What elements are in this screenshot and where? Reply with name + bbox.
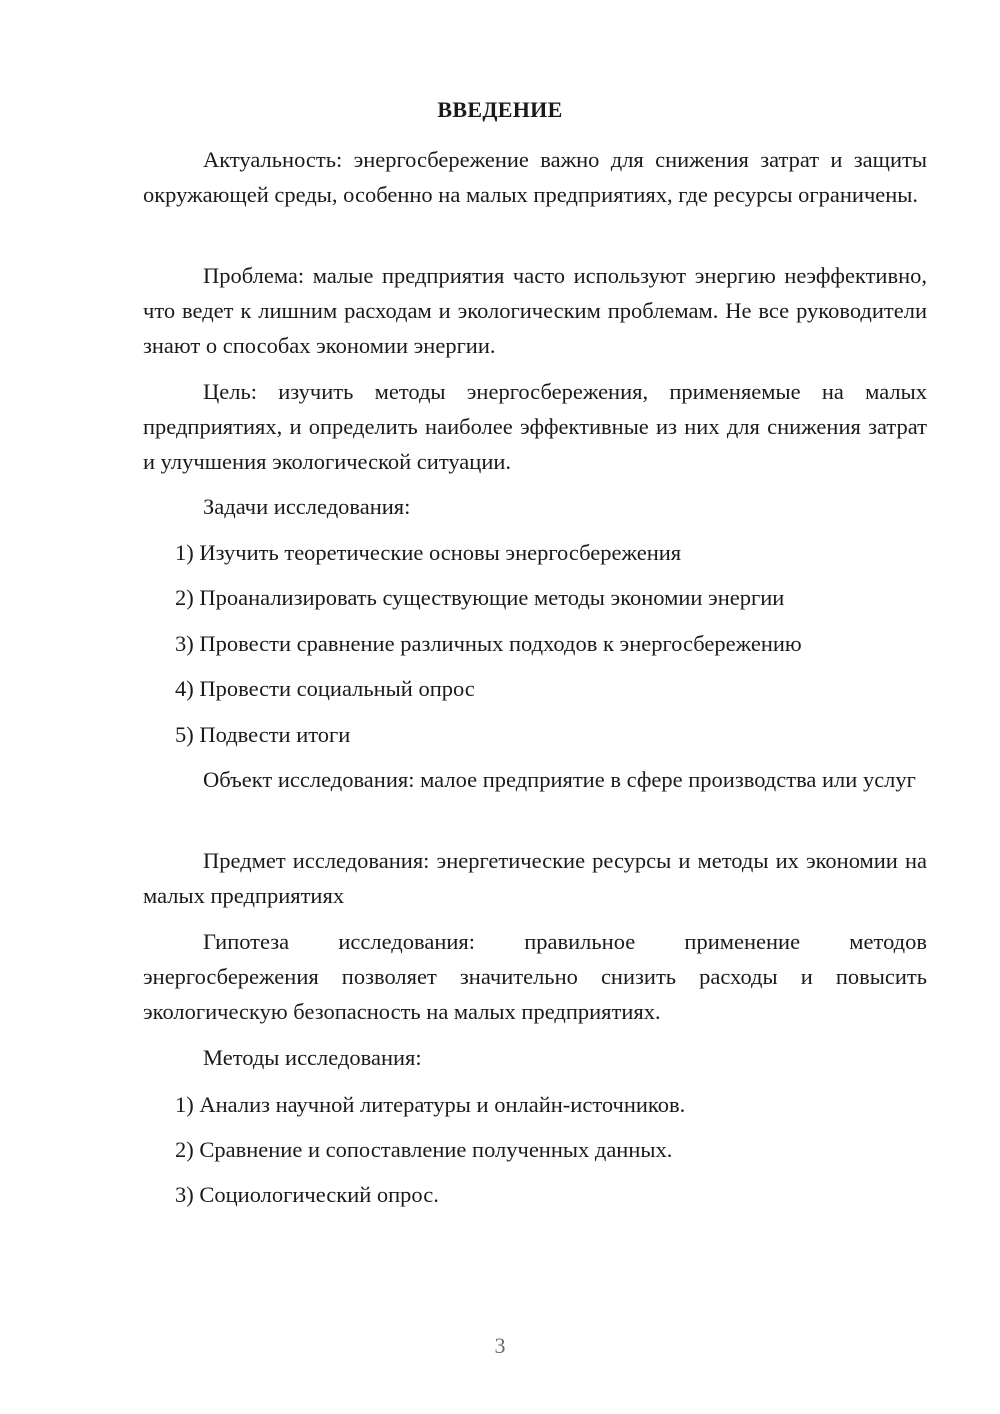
tasks-heading: Задачи исследования: (203, 494, 411, 519)
task-item-5: 5) Подвести итоги (175, 722, 351, 747)
methods-heading: Методы исследования: (203, 1045, 422, 1070)
task-item-4: 4) Провести социальный опрос (175, 676, 475, 701)
page-title: ВВЕДЕНИЕ (437, 97, 563, 122)
method-item-1: 1) Анализ научной литературы и онлайн-источников. (175, 1092, 686, 1117)
method-item-2: 2) Сравнение и сопоставление полученных данных. (175, 1137, 673, 1162)
paragraph-relevance: Актуальность: энергосбережение важно для снижения затрат и защиты окружающей среды, особенно на малых предприятиях, где ресурсы ограничены. (143, 147, 927, 207)
method-item-3: 3) Социологический опрос. (175, 1182, 439, 1207)
task-item-1: 1) Изучить теоретические основы энергосбережения (175, 540, 682, 565)
page-number: 3 (494, 1333, 506, 1358)
paragraph-hypothesis: Гипотеза исследования: правильное применение методов энергосбережения позволяет значительно снизить расходы и повысить экологическую безопасность на малых предприятиях. (143, 929, 927, 1024)
paragraph-goal: Цель: изучить методы энергосбережения, применяемые на малых предприятиях, и определить наиболее эффективные из них для снижения затрат и улучшения экологической ситуации. (143, 379, 927, 474)
paragraph-problem: Проблема: малые предприятия часто используют энергию неэффективно, что ведет к лишним расходам и экологическим проблемам. Не все руководители знают о способах экономии энергии. (143, 263, 927, 358)
task-item-3: 3) Провести сравнение различных подходов к энергосбережению (175, 631, 802, 656)
paragraph-subject: Предмет исследования: энергетические ресурсы и методы их экономии на малых предприятиях (143, 848, 927, 908)
task-item-2: 2) Проанализировать существующие методы экономии энергии (175, 585, 785, 610)
paragraph-object: Объект исследования: малое предприятие в сфере производства или услуг (203, 767, 916, 792)
